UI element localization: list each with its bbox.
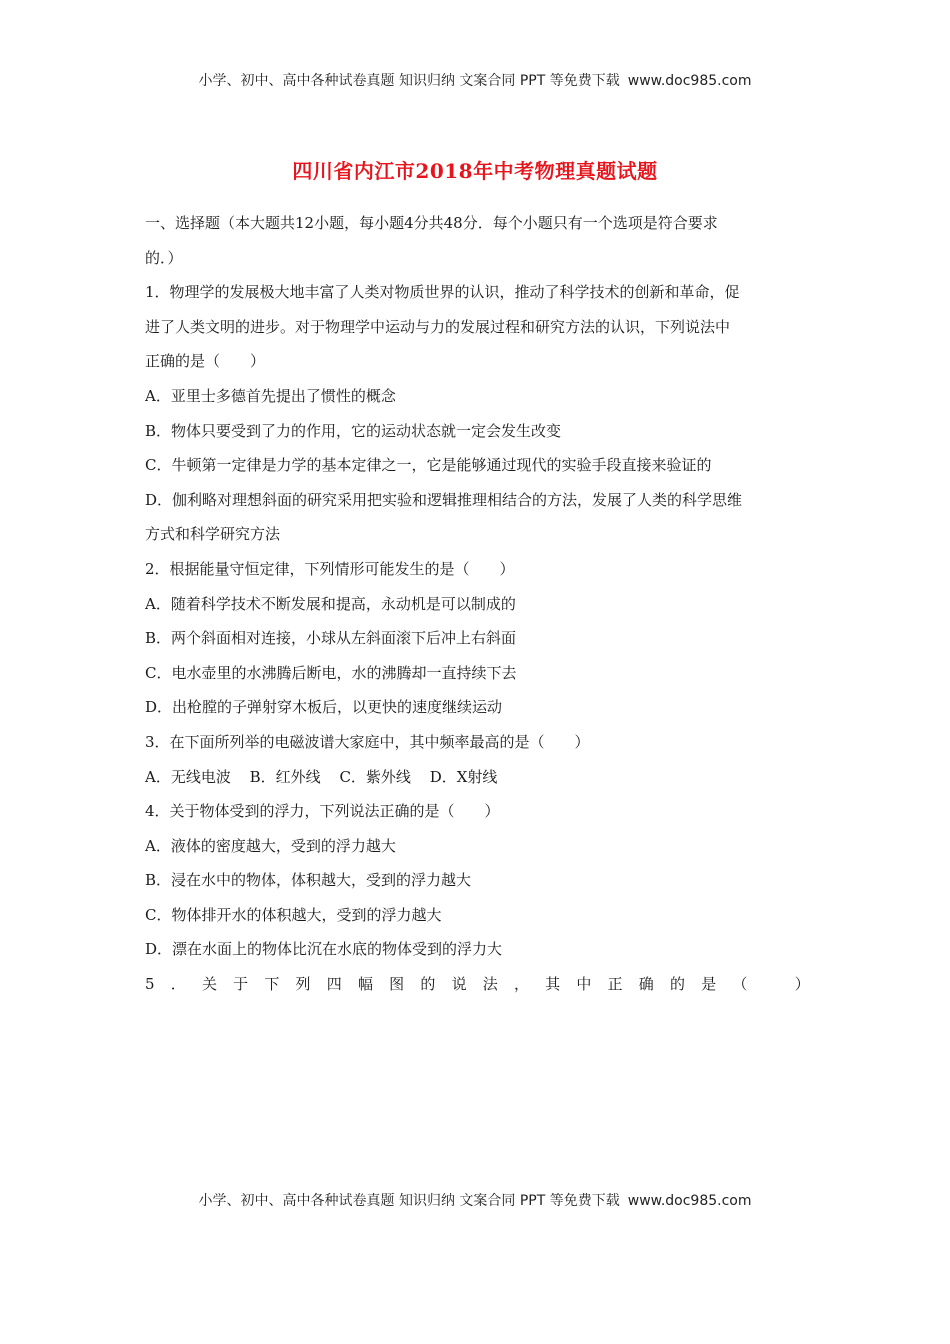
document-body [145, 206, 810, 1002]
page-header [0, 70, 950, 90]
question-stem-line: 4．关于物体受到的浮力，下列说法正确的是（ ） [145, 802, 500, 821]
footer-url[interactable]: www.doc985.com [627, 1193, 752, 1209]
question-stem-line: 进了人类文明的进步。对于物理学中运动与力的发展过程和研究方法的认识，下列说法中 [145, 317, 731, 336]
options-inline-row [145, 760, 810, 795]
option-d: D．伽利略对理想斜面的研究采用把实验和逻辑推理相结合的方法，发展了人类的科学思维 [145, 490, 743, 509]
section-heading-line-2: 的．） [145, 248, 183, 267]
option-c: C．牛顿第一定律是力学的基本定律之一，它是能够通过现代的实验手段直接来验证的 [145, 456, 712, 475]
option-c: C．物体排开水的体积越大，受到的浮力越大 [145, 905, 442, 924]
footer-text: 小学、初中、高中各种试卷真题 知识归纳 文案合同 PPT 等免费下载 [198, 1193, 620, 1209]
option-b: B．两个斜面相对连接，小球从左斜面滚下后冲上右斜面 [145, 629, 517, 648]
option-c: C．紫外线 [339, 767, 411, 786]
option-a: A．亚里士多德首先提出了惯性的概念 [145, 386, 396, 405]
option-a: A．液体的密度越大，受到的浮力越大 [145, 836, 396, 855]
option-b: B．浸在水中的物体，体积越大，受到的浮力越大 [145, 871, 472, 890]
option-c: C．电水壶里的水沸腾后断电，水的沸腾却一直持续下去 [145, 663, 517, 682]
option-d: D．出枪膛的子弹射穿木板后，以更快的速度继续运动 [145, 698, 503, 717]
question-5 [145, 967, 810, 1002]
question-stem-line: 正确的是（ ） [145, 352, 266, 371]
option-b: B．物体只要受到了力的作用，它的运动状态就一定会发生改变 [145, 421, 562, 440]
question-3 [145, 725, 810, 794]
question-stem-line: 1．物理学的发展极大地丰富了人类对物质世界的认识，推动了科学技术的创新和革命，促 [145, 283, 740, 302]
question-stem-line: 5 ． 关 于 下 列 四 幅 图 的 说 法 ， 其 中 正 确 的 是 （ ） [145, 975, 810, 994]
header-url[interactable]: www.doc985.com [627, 73, 752, 89]
option-d: D．X射线 [429, 767, 498, 786]
question-2 [145, 552, 810, 725]
document-title: 四川省内江市2018年中考物理真题试题 [292, 159, 658, 183]
question-1 [145, 275, 810, 552]
question-stem-line: 3．在下面所列举的电磁波谱大家庭中，其中频率最高的是（ ） [145, 732, 590, 751]
option-a: A．无线电波 [145, 767, 231, 786]
option-a: A．随着科学技术不断发展和提高，永动机是可以制成的 [145, 594, 516, 613]
option-d-continued: 方式和科学研究方法 [145, 525, 281, 544]
option-b: B．红外线 [249, 767, 321, 786]
question-4 [145, 794, 810, 967]
header-text: 小学、初中、高中各种试卷真题 知识归纳 文案合同 PPT 等免费下载 [198, 73, 620, 89]
page-footer [0, 1190, 950, 1210]
question-stem-line: 2．根据能量守恒定律，下列情形可能发生的是（ ） [145, 559, 515, 578]
section-heading-line-1: 一、选择题（本大题共12小题，每小题4分共48分．每个小题只有一个选项是符合要求 [145, 214, 718, 232]
option-d: D．漂在水面上的物体比沉在水底的物体受到的浮力大 [145, 940, 503, 959]
